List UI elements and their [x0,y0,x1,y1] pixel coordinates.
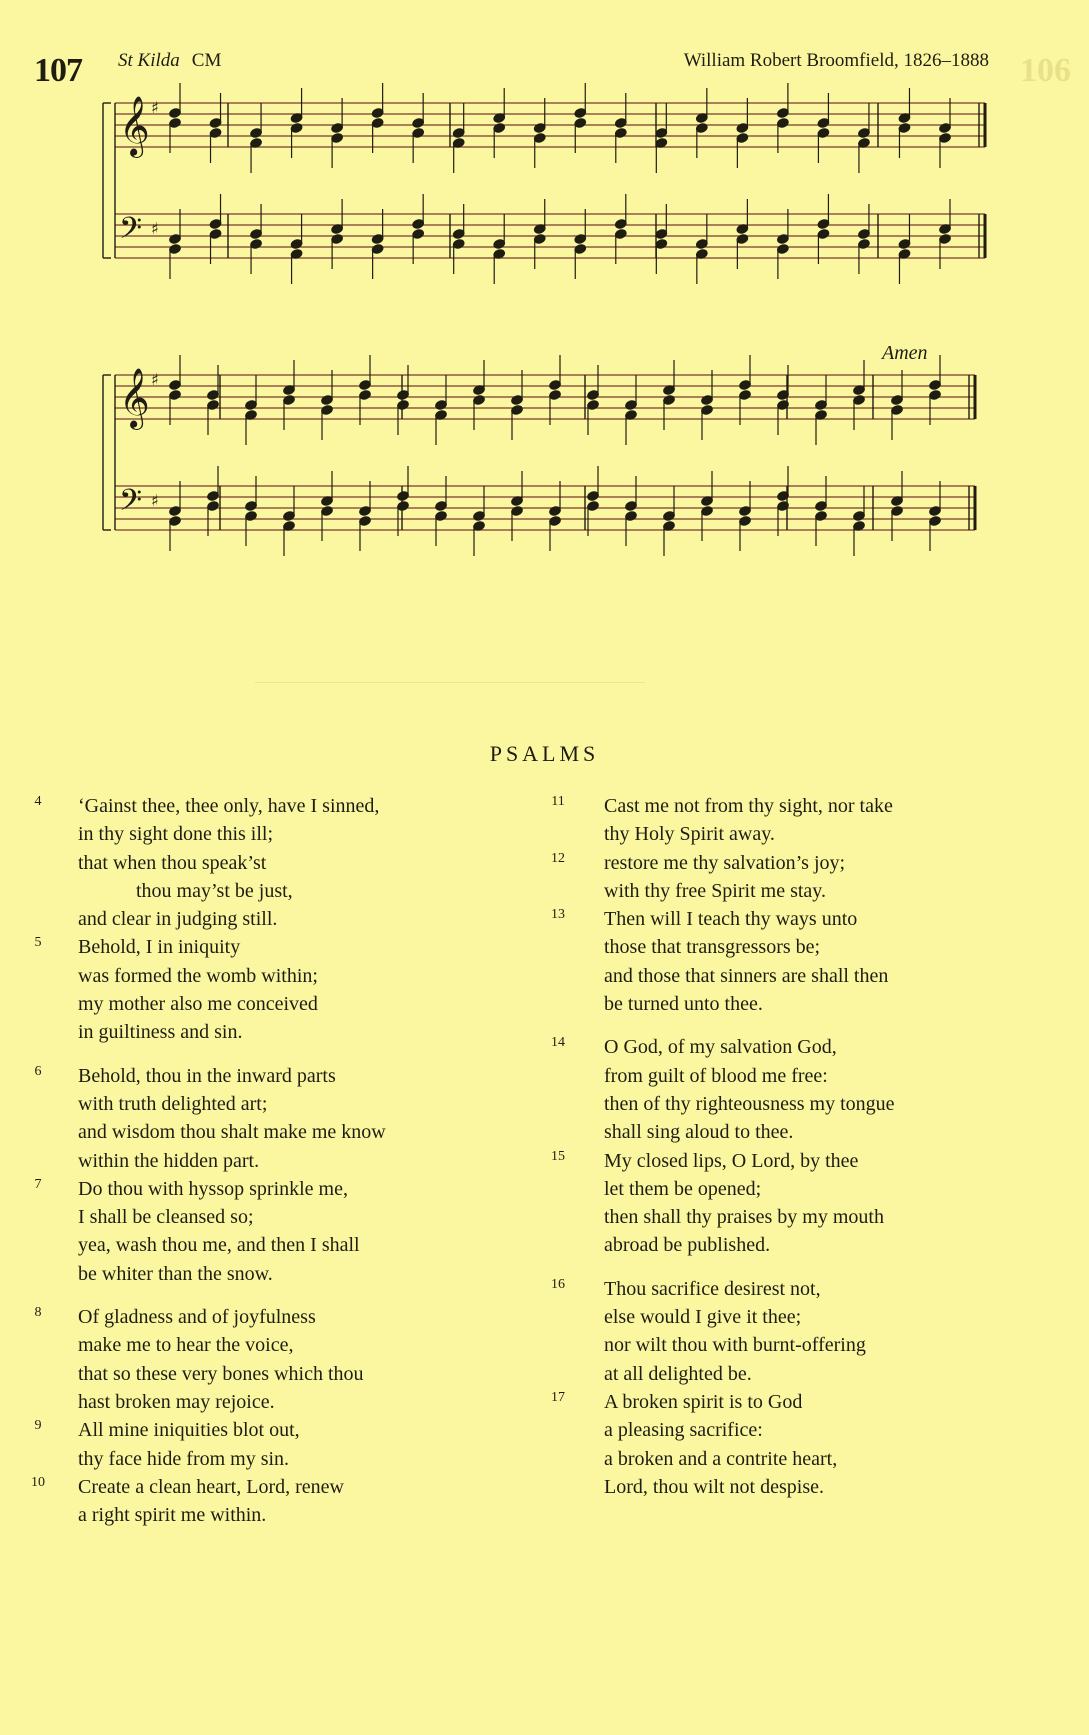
verse-line: Then will I teach thy ways unto [604,908,858,931]
verse-line: was formed the womb within; [78,964,318,987]
verse-line: My closed lips, O Lord, by thee [604,1149,859,1172]
divider [255,682,645,683]
verse-number: 14 [551,1035,565,1051]
clefs-and-keys [119,96,159,525]
verse-line: be turned unto thee. [604,993,763,1016]
verse-line: make me to hear the voice, [78,1334,294,1357]
verse-line: within the hidden part. [78,1149,260,1172]
verse-line: Do thou with hyssop sprinkle me, [78,1177,348,1200]
verse-line: in thy sight done this ill; [78,823,274,846]
verse-11 [540,792,1010,849]
meter: CM [191,50,222,71]
verse-9 [20,1416,490,1473]
verse-line: those that transgressors be; [604,936,821,959]
treble-clef: 𝄞 [119,368,150,428]
verse-number: 4 [34,794,42,809]
verse-number: 11 [551,794,565,809]
hymn-number: 107 [34,52,82,89]
staff-lines [115,103,985,530]
bass-clef: 𝄢 [119,212,143,253]
verse-line: and those that sinners are shall then [604,964,889,987]
verse-number: 16 [551,1276,565,1292]
verse-line: a pleasing sacrifice: [604,1419,763,1442]
key-sharp: ♯ [151,491,159,510]
verse-line: Behold, I in iniquity [78,936,241,959]
verse-7 [20,1175,490,1288]
verse-line: A broken spirit is to God [604,1390,803,1413]
verse-number: 17 [551,1389,565,1405]
verse-line: with thy free Spirit me stay. [604,879,826,902]
left-column [20,792,490,1529]
verse-number: 12 [551,850,565,866]
verse-line: Of gladness and of joyfulness [78,1306,316,1329]
verse-line: Cast me not from thy sight, nor take [604,795,893,817]
verse-line: All mine iniquities blot out, [78,1419,300,1442]
verse-number: 6 [34,1063,42,1079]
verse-line: be whiter than the snow. [78,1262,273,1285]
section-title: PSALMS [489,741,600,766]
tune-name: St Kilda [118,50,180,71]
verse-line: a right spirit me within. [78,1504,267,1527]
verse-line: with truth delighted art; [78,1092,268,1115]
verse-number: 7 [34,1176,42,1192]
verse-line: Create a clean heart, Lord, renew [78,1475,344,1498]
key-sharp: ♯ [151,219,159,238]
verse-line: Behold, thou in the inward parts [78,1064,336,1087]
key-sharp: ♯ [151,98,159,117]
verse-line: my mother also me conceived [78,993,318,1016]
verse-line: I shall be cleansed so; [78,1206,254,1229]
right-column [540,792,1010,1501]
verse-number: 10 [31,1474,45,1490]
verse-line: and clear in judging still. [78,908,278,931]
barlines [103,103,985,530]
verse-5 [20,933,490,1046]
verse-16 [540,1275,1010,1388]
key-sharp: ♯ [151,370,159,389]
treble-clef: 𝄞 [119,96,150,156]
verse-6 [20,1062,490,1175]
verse-line: at all delighted be. [604,1362,752,1385]
verse-line: thy face hide from my sin. [78,1447,290,1470]
verse-line: then of thy righteousness my tongue [604,1092,895,1115]
verse-number: 9 [34,1418,42,1434]
amen-label: Amen [882,342,928,364]
verse-12 [540,849,1010,906]
verse-line: and wisdom thou shalt make me know [78,1121,386,1144]
verse-4 [20,792,490,933]
verse-17 [540,1388,1010,1501]
verse-line: nor wilt thou with burnt-offering [604,1334,866,1357]
verse-line: in guiltiness and sin. [78,1021,243,1044]
verse-number: 8 [34,1305,42,1321]
verse-line: hast broken may rejoice. [78,1390,275,1413]
verse-8 [20,1303,490,1416]
verse-line: O God, of my salvation God, [604,1036,837,1059]
verse-14 [540,1033,1010,1146]
verse-line: restore me thy salvation’s joy; [604,851,846,874]
verse-line: that so these very bones which thou [78,1362,364,1385]
faint-next-number: 106 [1020,52,1071,89]
verse-number: 13 [551,907,565,923]
music-score [0,0,1089,590]
verse-13 [540,905,1010,1018]
composer: William Robert Broomfield, 1826–1888 [683,50,989,71]
bass-clef: 𝄢 [119,484,143,525]
verse-line: abroad be published. [604,1234,771,1257]
verse-line: let them be opened; [604,1177,762,1200]
verse-15 [540,1147,1010,1260]
verse-number: 15 [551,1148,565,1164]
verse-line: shall sing aloud to thee. [604,1121,794,1144]
notes [168,83,951,556]
verse-line: thy Holy Spirit away. [604,823,775,846]
verse-line: thou may’st be just, [136,879,293,902]
verse-line: from guilt of blood me free: [604,1064,828,1087]
verse-number: 5 [34,935,42,951]
verse-line: that when thou speak’st [78,851,267,874]
verse-line: Lord, thou wilt not despise. [604,1475,824,1498]
verse-10 [20,1473,490,1530]
verse-line: Thou sacrifice desirest not, [604,1277,821,1300]
verse-line: yea, wash thou me, and then I shall [78,1234,360,1257]
verse-line: ‘Gainst thee, thee only, have I sinned, [78,795,380,817]
verse-line: a broken and a contrite heart, [604,1447,838,1470]
verse-line: else would I give it thee; [604,1306,802,1329]
verse-line: then shall thy praises by my mouth [604,1206,884,1229]
